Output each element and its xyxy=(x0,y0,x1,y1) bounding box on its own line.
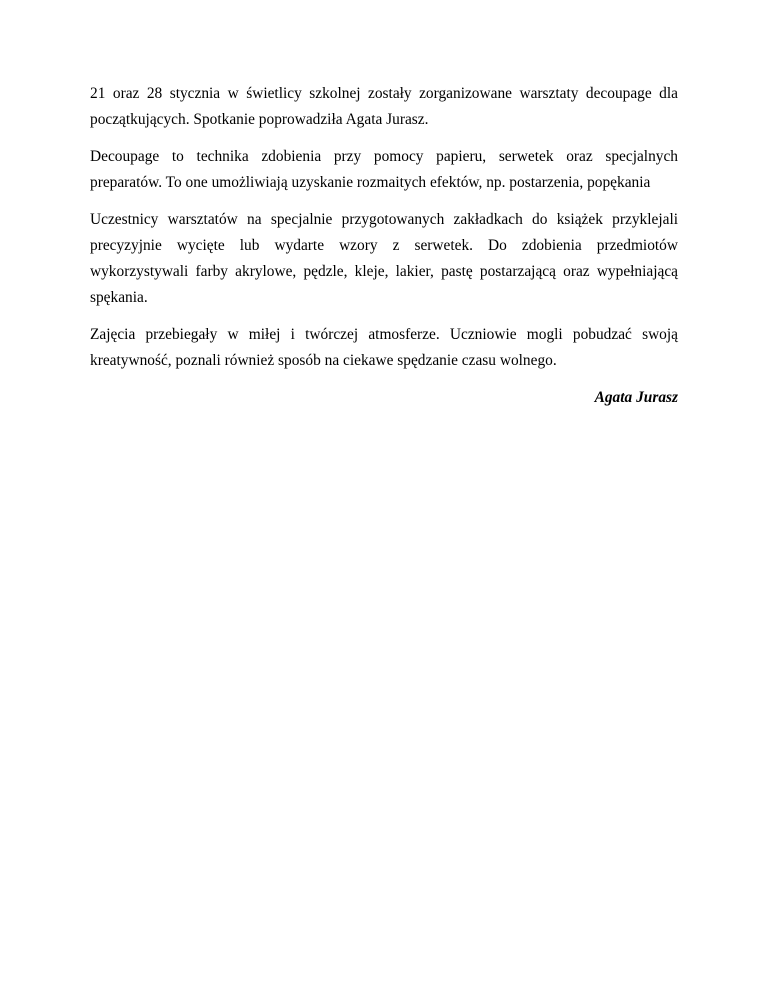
paragraph-line: precyzyjnie wycięte lub wydarte wzory z serwetek. Do zdobienia przedmiotów xyxy=(90,237,678,254)
paragraph-line: 21 oraz 28 stycznia w świetlicy szkolnej zostały zorganizowane warsztaty decoupage dla xyxy=(90,85,678,102)
paragraph-line: kreatywność, poznali również sposób na ciekawe spędzanie czasu wolnego. xyxy=(90,352,557,369)
paragraph-line: początkujących. Spotkanie poprowadziła Agata Jurasz. xyxy=(90,111,429,128)
paragraph-line: Zajęcia przebiegały w miłej i twórczej atmosferze. Uczniowie mogli pobudzać swoją xyxy=(90,326,678,343)
paragraph-2 xyxy=(90,144,678,196)
paragraph-4 xyxy=(90,322,678,374)
paragraph-3 xyxy=(90,207,678,311)
paragraph-line: Uczestnicy warsztatów na specjalnie przygotowanych zakładkach do książek przyklejali xyxy=(90,211,678,228)
paragraph-line: wykorzystywali farby akrylowe, pędzle, kleje, lakier, pastę postarzającą oraz wypełniającą xyxy=(90,263,678,280)
paragraph-line: spękania. xyxy=(90,289,148,306)
paragraph-line: Decoupage to technika zdobienia przy pomocy papieru, serwetek oraz specjalnych xyxy=(90,148,678,165)
paragraph-line: preparatów. To one umożliwiają uzyskanie rozmaitych efektów, np. postarzenia, popękania xyxy=(90,174,651,191)
document-page xyxy=(90,81,678,411)
author-signature: Agata Jurasz xyxy=(594,389,678,406)
paragraph-1 xyxy=(90,81,678,133)
